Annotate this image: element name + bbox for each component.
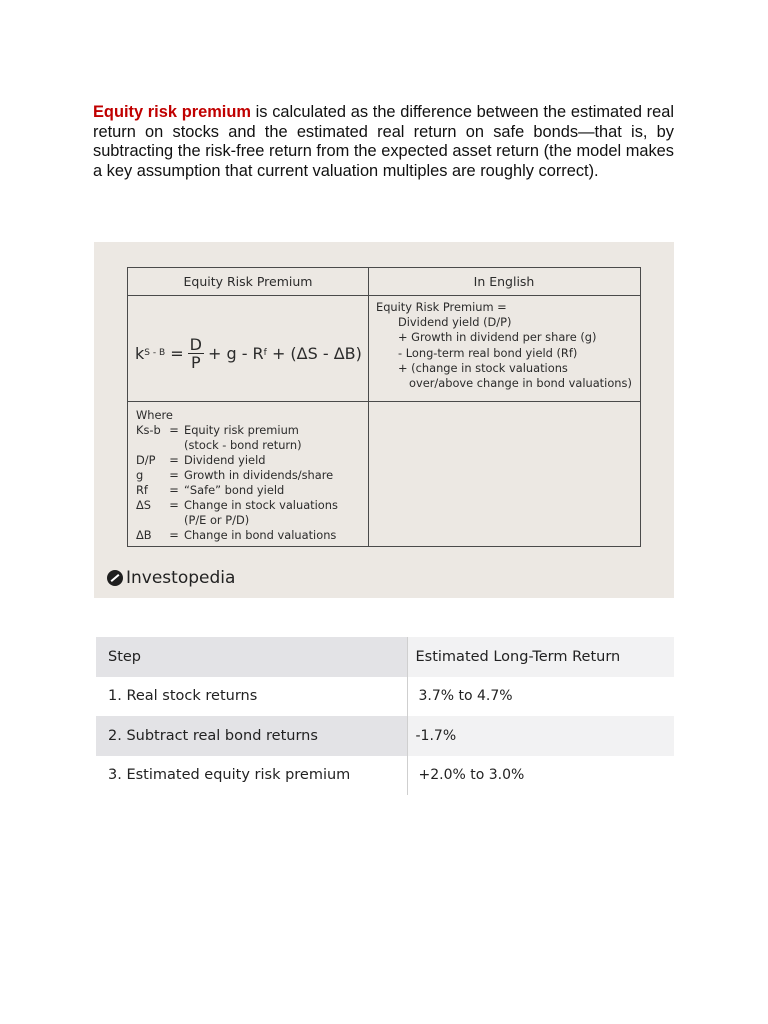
def-eq: = bbox=[169, 483, 179, 497]
english-line: + (change in stock valuations bbox=[398, 360, 568, 375]
def-symbol bbox=[136, 438, 164, 453]
intro-paragraph bbox=[93, 103, 674, 181]
erp-formula bbox=[135, 308, 367, 398]
def-eq bbox=[164, 513, 184, 528]
investopedia-logo-icon bbox=[107, 570, 123, 586]
return-cell: +2.0% to 3.0% bbox=[407, 756, 674, 796]
erp-formula-table bbox=[127, 267, 641, 547]
english-line: over/above change in bond valuations) bbox=[409, 376, 632, 391]
def-symbol bbox=[136, 513, 164, 528]
intro-text: is calculated as the difference between the estimated real return on stocks and the estimated real return on safe bonds—that is, by subtracting the risk-free return from the expected asset return (the model makes a key assumption that current valuation multiples are roughly correct). bbox=[93, 103, 674, 180]
step-cell: 3. Estimated equity risk premium bbox=[96, 756, 407, 796]
def-desc: Dividend yield bbox=[184, 453, 266, 467]
formula-lhs-sub: S - B bbox=[144, 348, 166, 358]
english-line: Equity Risk Premium = bbox=[376, 300, 507, 314]
def-desc: Growth in dividends/share bbox=[184, 468, 334, 482]
def-symbol: ΔS bbox=[136, 498, 152, 512]
english-line: + Growth in dividend per share (g) bbox=[398, 330, 597, 345]
return-cell: -1.7% bbox=[407, 716, 674, 756]
def-symbol: ΔB bbox=[136, 528, 152, 542]
def-symbol: g bbox=[136, 468, 144, 482]
intro-highlight: Equity risk premium bbox=[93, 103, 251, 121]
english-line: - Long-term real bond yield (Rf) bbox=[398, 345, 578, 360]
formula-lhs: k bbox=[135, 343, 145, 363]
def-eq: = bbox=[169, 468, 179, 482]
def-desc: Equity risk premium bbox=[184, 423, 299, 437]
def-desc: Change in bond valuations bbox=[184, 528, 337, 542]
investopedia-logo bbox=[107, 568, 235, 588]
step-cell: 2. Subtract real bond returns bbox=[96, 716, 407, 756]
formula-rest-a: + g - R bbox=[207, 343, 264, 363]
step-cell: 1. Real stock returns bbox=[96, 677, 407, 717]
english-line: Dividend yield (D/P) bbox=[398, 315, 512, 330]
definition-row bbox=[136, 483, 338, 498]
header-return: Estimated Long-Term Return bbox=[407, 637, 674, 677]
def-eq: = bbox=[169, 423, 179, 437]
definition-row bbox=[136, 423, 338, 438]
def-symbol: D/P bbox=[136, 453, 156, 467]
header-left: Equity Risk Premium bbox=[183, 274, 313, 289]
definition-row bbox=[136, 528, 338, 543]
table-row bbox=[96, 677, 674, 717]
def-desc: (P/E or P/D) bbox=[184, 513, 250, 527]
erp-figure bbox=[94, 242, 674, 598]
formula-fraction bbox=[188, 336, 204, 371]
return-cell: 3.7% to 4.7% bbox=[407, 677, 674, 717]
def-desc: “Safe” bond yield bbox=[184, 483, 285, 497]
header-step: Step bbox=[96, 637, 407, 677]
def-eq: = bbox=[169, 453, 179, 467]
formula-eq: = bbox=[170, 343, 184, 363]
def-eq: = bbox=[169, 528, 179, 542]
def-eq bbox=[164, 438, 184, 453]
definition-row bbox=[136, 438, 338, 453]
definitions bbox=[136, 408, 338, 543]
logo-text: Investopedia bbox=[126, 568, 236, 588]
def-symbol: Rf bbox=[136, 483, 148, 497]
formula-rest-b: + (ΔS - ΔB) bbox=[271, 343, 362, 363]
table-row bbox=[96, 716, 674, 756]
definition-row bbox=[136, 513, 338, 528]
definition-row bbox=[136, 453, 338, 468]
formula-den: P bbox=[190, 352, 201, 372]
formula-num: D bbox=[189, 334, 202, 354]
english-explanation bbox=[376, 300, 632, 391]
def-eq: = bbox=[169, 498, 179, 512]
def-symbol: Ks-b bbox=[136, 423, 161, 437]
def-desc: Change in stock valuations bbox=[184, 498, 338, 512]
def-desc: (stock - bond return) bbox=[184, 438, 302, 452]
definition-row bbox=[136, 498, 338, 513]
formula-rest-sub: f bbox=[263, 348, 267, 358]
where-label: Where bbox=[136, 408, 173, 422]
table-row bbox=[96, 756, 674, 796]
definition-row bbox=[136, 468, 338, 483]
table-header-row bbox=[96, 637, 674, 677]
steps-table bbox=[96, 637, 674, 795]
header-right: In English bbox=[473, 274, 535, 289]
